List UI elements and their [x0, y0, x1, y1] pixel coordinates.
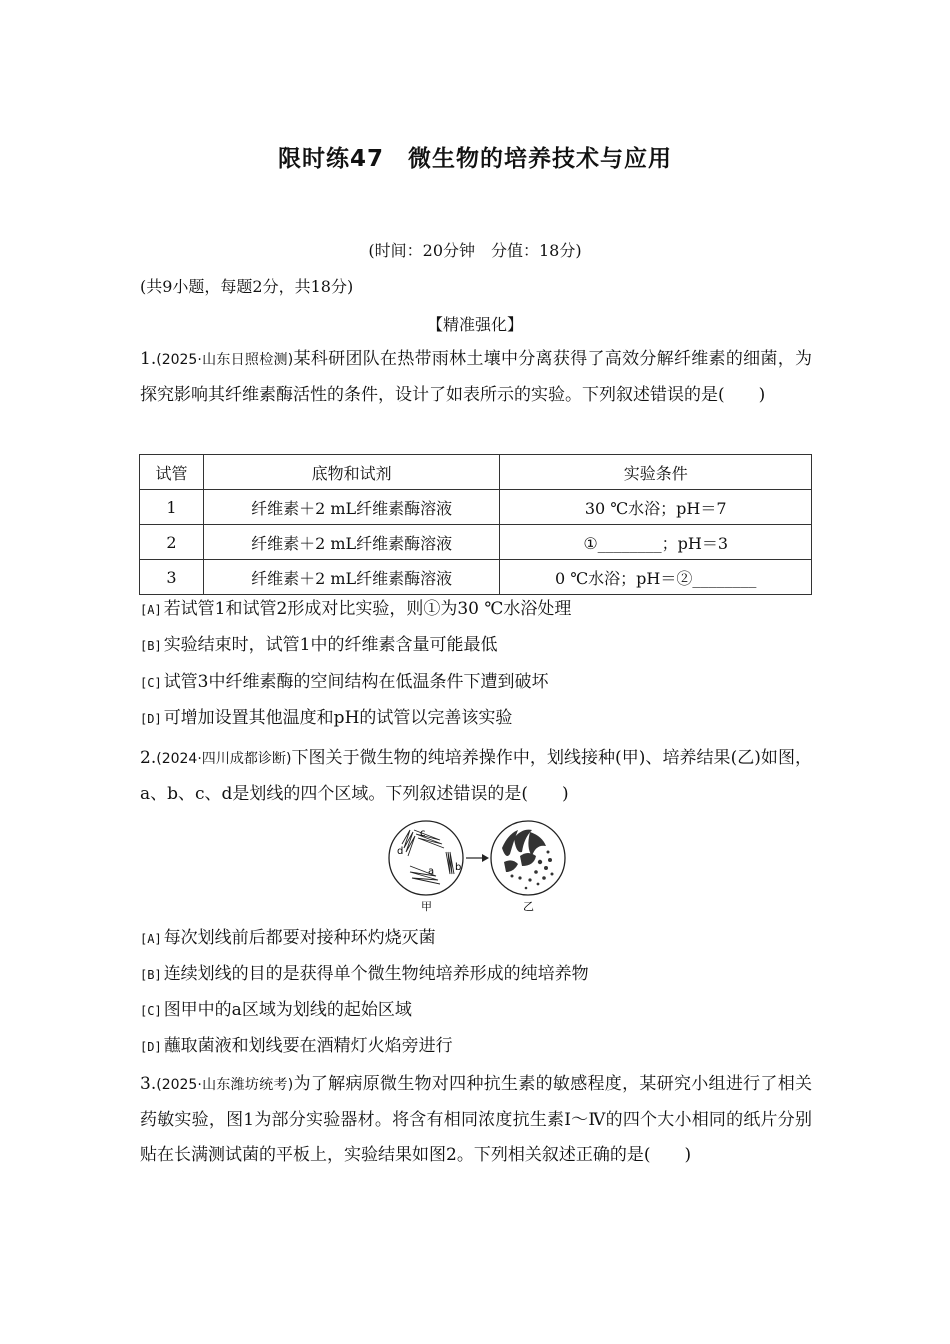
option-text: 若试管1和试管2形成对比实验，则①为30 ℃水浴处理 [163, 599, 572, 619]
question-2-stem [140, 741, 812, 812]
option-text: 试管3中纤维素酶的空间结构在低温条件下遭到破坏 [163, 672, 549, 692]
option-text: 图甲中的a区域为划线的起始区域 [163, 1000, 412, 1020]
section-heading: 【精准强化】 [426, 315, 523, 334]
option-text: 每次划线前后都要对接种环灼烧灭菌 [163, 928, 436, 948]
arrow-head-icon [482, 854, 489, 862]
question-source: (2024·四川成都诊断) [156, 751, 292, 767]
q1-option-d [140, 706, 512, 731]
q2-option-b [140, 962, 589, 987]
option-tag: [D] [140, 712, 162, 726]
q1-option-b [140, 633, 498, 658]
option-tag: [B] [140, 639, 162, 653]
question-1-stem [140, 342, 812, 413]
table-header: 实验条件 [500, 455, 812, 490]
caption-jia: 甲 [421, 900, 432, 913]
table-header-row [140, 455, 812, 490]
table-header: 试管 [140, 455, 204, 490]
table-cell: 30 ℃水浴；pH＝7 [500, 490, 812, 525]
table-cell: 纤维素＋2 mL纤维素酶溶液 [203, 560, 499, 595]
q2-option-c [140, 998, 412, 1023]
option-tag: [D] [140, 1040, 162, 1054]
table-cell: 纤维素＋2 mL纤维素酶溶液 [203, 490, 499, 525]
question-text: 为了解病原微生物对四种抗生素的敏感程度，某研究小组进行了相关药敏实验，图1为部分实验器材。将含有相同浓度抗生素Ⅰ～Ⅳ的四个大小相同的纸片分别贴在长满测试菌的平板上，实验结果如图2。下列相关叙述正确的是( ) [140, 1074, 812, 1165]
option-text: 蘸取菌液和划线要在酒精灯火焰旁进行 [163, 1036, 453, 1056]
option-text: 连续划线的目的是获得单个微生物纯培养形成的纯培养物 [163, 964, 589, 984]
zone-label-b: b [455, 862, 462, 873]
table-cell: 3 [140, 560, 204, 595]
colony-growth [502, 830, 554, 890]
q1-option-c [140, 670, 549, 695]
question-number: 3. [140, 1074, 157, 1094]
question-source: (2025·山东潍坊统考) [156, 1077, 294, 1093]
option-tag: [C] [140, 676, 162, 690]
option-text: 实验结束时，试管1中的纤维素含量可能最低 [163, 635, 498, 655]
zone-label-a: a [428, 866, 435, 877]
option-tag: [C] [140, 1004, 162, 1018]
streak-plate-figure [380, 818, 580, 914]
q2-option-d [140, 1034, 453, 1059]
question-number: 1. [140, 349, 157, 369]
table-header: 底物和试剂 [203, 455, 499, 490]
table-cell: 2 [140, 525, 204, 560]
question-source: (2025·山东日照检测) [156, 352, 294, 368]
question-3-stem [140, 1067, 812, 1173]
option-tag: [A] [140, 603, 162, 617]
option-tag: [B] [140, 968, 162, 982]
plate-jia [389, 821, 463, 895]
table-row [140, 525, 812, 560]
table-cell: 纤维素＋2 mL纤维素酶溶液 [203, 525, 499, 560]
q1-option-a [140, 597, 571, 622]
time-score-info: (时间：20分钟 分值：18分) [368, 241, 582, 260]
page-title: 限时练47 微生物的培养技术与应用 [277, 146, 672, 172]
question-text: 下图关于微生物的纯培养操作中，划线接种(甲)、培养结果(乙)如图，a、b、c、d是划线的四个区域。下列叙述错误的是( ) [140, 748, 812, 804]
table-cell: 0 ℃水浴；pH＝②________ [500, 560, 812, 595]
zone-label-d: d [397, 846, 404, 857]
option-tag: [A] [140, 932, 162, 946]
option-text: 可增加设置其他温度和pH的试管以完善该实验 [163, 708, 513, 728]
q2-option-a [140, 926, 436, 951]
caption-yi: 乙 [523, 900, 534, 913]
question-text: 某科研团队在热带雨林土壤中分离获得了高效分解纤维素的细菌，为探究影响其纤维素酶活性的条件，设计了如表所示的实验。下列叙述错误的是( ) [140, 349, 812, 405]
table-row [140, 560, 812, 595]
table-row [140, 490, 812, 525]
table-cell: 1 [140, 490, 204, 525]
table-cell: ①________；pH＝3 [500, 525, 812, 560]
question-count-info: (共9小题，每题2分，共18分) [140, 277, 354, 296]
question-number: 2. [140, 748, 157, 768]
zone-label-c: c [420, 828, 426, 839]
experiment-table [139, 454, 812, 595]
